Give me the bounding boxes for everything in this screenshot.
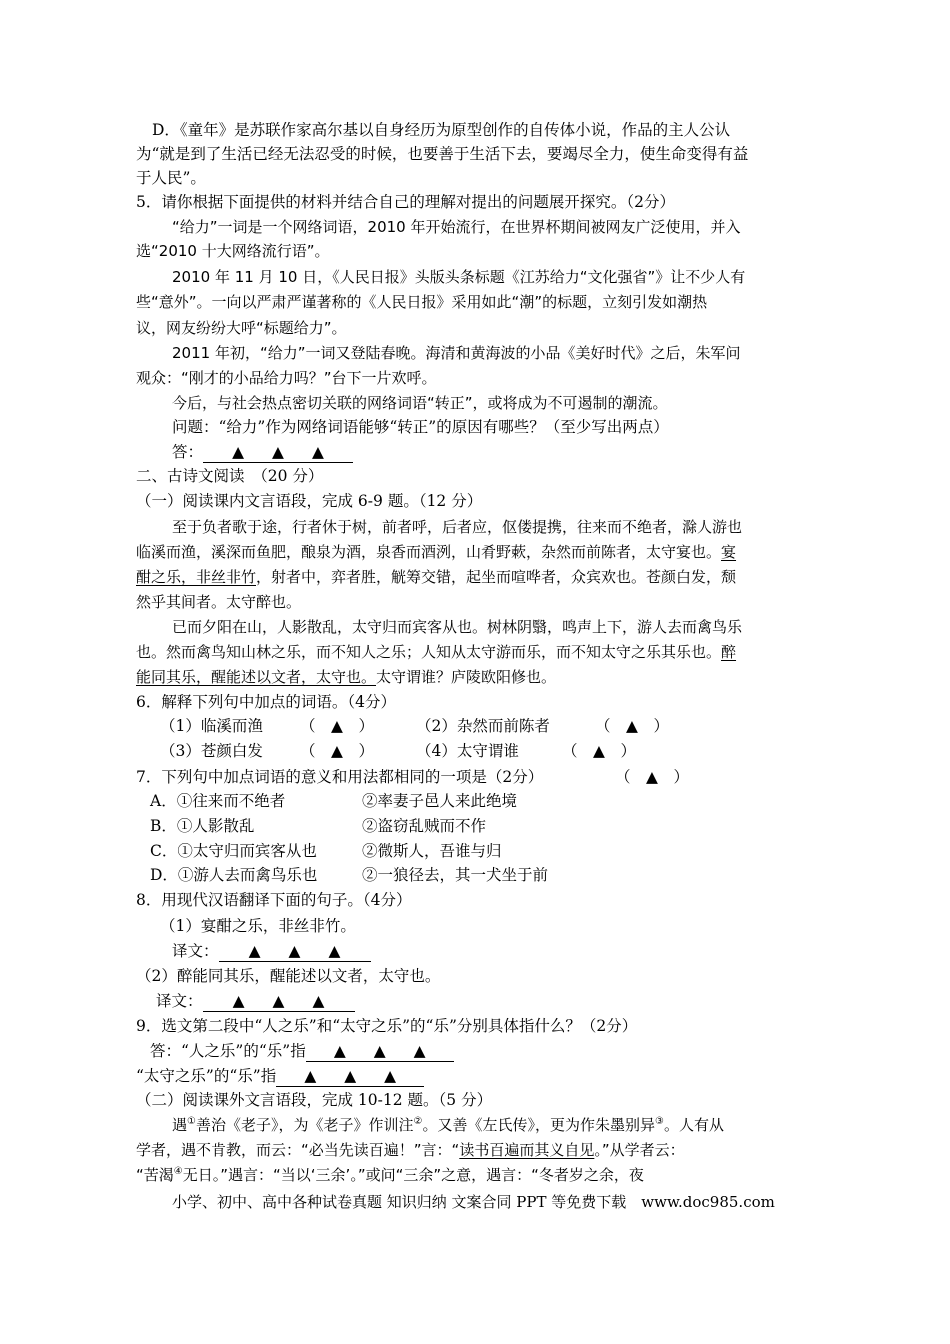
extract-line-2: 学者，遇不肯教，而云：“必当先读百遍！”言：“读书百遍而其义自见。”从学者云： [136,1141,685,1159]
question-9-answer-a-label: 答：“人之乐”的“乐”指 [150,1042,306,1060]
subsection-2-title: （二）阅读课外文言语段，完成 10-12 题。（5 分） [136,1091,493,1109]
option-d-line-1: D．《童年》是苏联作家高尔基以自身经历为原型创作的自传体小说，作品的主人公认 [152,121,731,139]
answer-label: 答： [172,443,204,461]
passage-1c: 酣之乐，非丝非竹，射者中，弈者胜，觥筹交错，起坐而喧哗者，众宾欢也。苍颜白发，颓 [136,568,737,586]
question-6-item-2: （2）杂然而前陈者 [416,717,550,735]
option-d-line-3: 于人民”。 [136,169,206,187]
answer-blank[interactable]: ▲ ▲ ▲ [203,442,353,463]
material-4: 今后，与社会热点密切关联的网络词语“转正”，或将成为不可遏制的潮流。 [172,394,668,412]
question-6: 6．解释下列句中加点的词语。（4分） [136,693,396,711]
passage-2b: 也。然而禽鸟知山林之乐，而不知人之乐；人知从太守游而乐，而不知太守之乐其乐也。醉 [136,643,737,661]
question-7-b2: ②盗窃乱贼而不作 [362,817,487,835]
translation-2 [156,990,355,1012]
question-9-blank-b[interactable]: ▲ ▲ ▲ [276,1066,424,1087]
material-1a: “给力”一词是一个网络词语，2010 年开始流行，在世界杯期间被网友广泛使用，并入 [172,218,741,236]
question-6-item-3: （3）苍颜白发 [160,742,263,760]
material-3a: 2011 年初，“给力”一词又登陆春晚。海清和黄海波的小品《美好时代》之后，朱军问 [172,344,741,362]
question-8-item-2: （2）醉能同其乐，醒能述以文者，太守也。 [136,967,441,985]
material-2a: 2010 年 11 月 10 日，《人民日报》头版头条标题《江苏给力“文化强省”》让不少人有 [172,268,746,286]
page-footer: 小学、初中、高中各种试卷真题 知识归纳 文案合同 PPT 等免费下载 www.doc985.com [172,1193,775,1211]
translation-label: 译文： [172,942,219,960]
question-9: 9．选文第二段中“人之乐”和“太守之乐”的“乐”分别具体指什么？（2分） [136,1017,638,1035]
material-1b: 选“2010 十大网络流行语”。 [136,242,330,260]
question-8: 8．用现代汉语翻译下面的句子。（4分） [136,891,412,909]
question-6-item-1: （1）临溪而渔 [160,717,263,735]
passage-2a: 已而夕阳在山，人影散乱，太守归而宾客从也。树林阴翳，鸣声上下，游人去而禽鸟乐 [172,618,743,636]
material-2b: 些“意外”。一向以严肃严谨著称的《人民日报》采用如此“潮”的标题，立刻引发如潮热 [136,293,708,311]
translation-label: 译文： [156,992,203,1010]
question-6-blank-1[interactable]: （ ▲ ） [300,717,374,735]
passage-2c: 能同其乐，醒能述以文者，太守也。太守谓谁？庐陵欧阳修也。 [136,668,557,686]
question-7-c2: ②微斯人，吾谁与归 [362,842,502,860]
answer-5 [172,441,353,463]
question-9-answer-b [136,1065,424,1087]
question-7-d1: D．①游人去而禽鸟乐也 [150,866,318,884]
question-6-blank-4[interactable]: （ ▲ ） [562,742,636,760]
question-6-blank-2[interactable]: （ ▲ ） [595,717,669,735]
material-2c: 议，网友纷纷大呼“标题给力”。 [136,319,347,337]
question-7: 7．下列句中加点词语的意义和用法都相同的一项是（2分） [136,768,544,786]
question-7-blank[interactable]: （ ▲ ） [615,768,689,786]
question-5-prompt: 问题：“给力”作为网络词语能够“转正”的原因有哪些？（至少写出两点） [172,418,669,436]
question-6-blank-3[interactable]: （ ▲ ） [300,742,374,760]
question-7-d2: ②一狼径去，其一犬坐于前 [362,866,549,884]
material-3b: 观众：“刚才的小品给力吗？”台下一片欢呼。 [136,369,437,387]
passage-1a: 至于负者歌于途，行者休于树，前者呼，后者应，伛偻提携，往来而不绝者，滁人游也 [172,518,743,536]
question-6-item-4: （4）太守谓谁 [416,742,519,760]
question-7-b1: B．①人影散乱 [150,817,255,835]
section-2-title: 二、古诗文阅读 （20 分） [136,467,324,485]
question-8-item-1: （1）宴酣之乐，非丝非竹。 [160,917,356,935]
extract-line-1: 遇①善治《老子》，为《老子》作训注②。又善《左氏传》，更为作朱墨别异③。人有从 [172,1116,724,1134]
question-9-blank-a[interactable]: ▲ ▲ ▲ [306,1041,454,1062]
subsection-1-title: （一）阅读课内文言语段，完成 6-9 题。（12 分） [136,492,483,510]
question-7-c1: C．①太守归而宾客从也 [150,842,317,860]
translation-1-blank[interactable]: ▲ ▲ ▲ [219,941,371,962]
extract-line-3: “苦渴④无日。”遇言：“当以‘三余’。”或问“三余”之意，遇言：“冬者岁之余，夜 [136,1166,644,1184]
translation-2-blank[interactable]: ▲ ▲ ▲ [203,991,355,1012]
question-7-a2: ②率妻子邑人来此绝境 [362,792,518,810]
question-7-a1: A．①往来而不绝者 [150,792,286,810]
translation-1 [172,940,371,962]
question-9-answer-b-label: “太守之乐”的“乐”指 [136,1067,277,1085]
question-5: 5．请你根据下面提供的材料并结合自己的理解对提出的问题展开探究。（2分） [136,193,675,211]
passage-1b: 临溪而渔，溪深而鱼肥，酿泉为酒，泉香而酒洌，山肴野蔌，杂然而前陈者，太守宴也。宴 [136,543,737,561]
question-9-answer-a [150,1040,454,1062]
passage-1d: 然乎其间者。太守醉也。 [136,593,302,611]
option-d-line-2: 为“就是到了生活已经无法忍受的时候，也要善于生活下去，要竭尽全力，使生命变得有益 [136,145,749,163]
